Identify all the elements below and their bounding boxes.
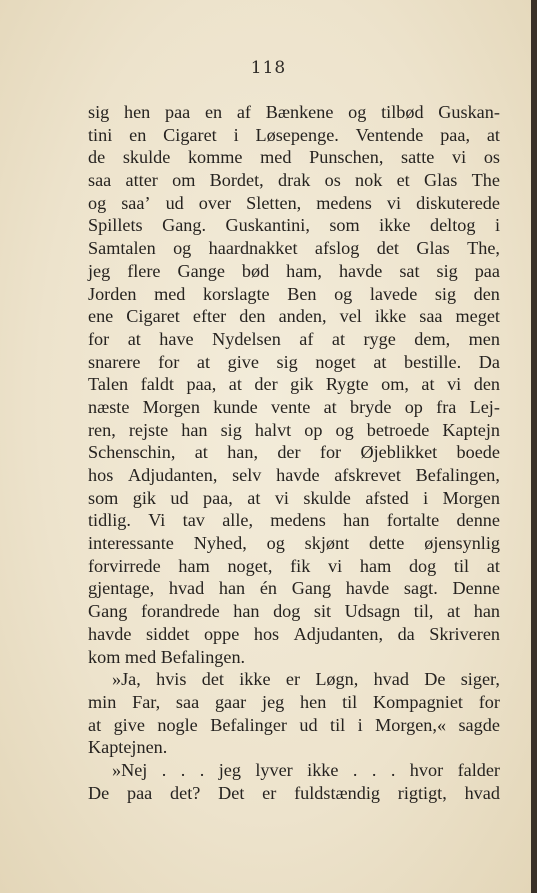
body-text — [88, 101, 500, 804]
text-line: de skulde komme med Punschen, satte vi os — [88, 147, 500, 168]
text-line: snarere for at give sig noget at bestille. Da — [88, 351, 500, 372]
text-line: Kaptejnen. — [88, 737, 168, 758]
text-line: ren, rejste han sig halvt op og betroede Kaptejn — [88, 419, 500, 440]
text-line: og saa’ ud over Sletten, medens vi diskuterede — [88, 192, 500, 213]
text-line: »Nej . . . jeg lyver ikke . . . hvor falder — [112, 759, 500, 780]
text-line: hos Adjudanten, selv havde afskrevet Befalingen, — [88, 465, 500, 485]
text-line: Samtalen og haardnakket afslog det Glas The, — [88, 238, 500, 259]
text-line: saa atter om Bordet, drak os nok et Glas The — [88, 170, 500, 191]
text-line: tini en Cigaret i Løsepenge. Ventende paa, at — [88, 124, 500, 145]
text-line: tidlig. Vi tav alle, medens han fortalte denne — [88, 510, 500, 531]
text-line: for at have Nydelsen af at ryge dem, men — [88, 328, 500, 349]
text-line: Schenschin, at han, der for Øjeblikket boede — [88, 442, 500, 463]
text-line: at give nogle Befalinger ud til i Morgen,« sagde — [88, 714, 500, 735]
text-line: interessante Nyhed, og skjønt dette øjensynlig — [88, 533, 500, 554]
text-line: sig hen paa en af Bænkene og tilbød Guskan- — [88, 102, 500, 122]
text-line: min Far, saa gaar jeg hen til Kompagniet for — [88, 691, 500, 712]
text-line: Jorden med korslagte Ben og lavede sig den — [88, 283, 500, 304]
text-line: Gang forandrede han dog sit Udsagn til, at han — [88, 601, 500, 622]
text-line: næste Morgen kunde vente at bryde op fra Lej- — [88, 396, 500, 417]
text-line: som gik ud paa, at vi skulde afsted i Morgen — [88, 487, 500, 508]
text-line: »Ja, hvis det ikke er Løgn, hvad De siger, — [112, 669, 500, 690]
text-line: jeg flere Gange bød ham, havde sat sig paa — [88, 260, 500, 281]
text-line: Spillets Gang. Guskantini, som ikke deltog i — [88, 215, 500, 236]
text-line: gjentage, hvad han én Gang havde sagt. Denne — [88, 578, 500, 599]
page-number: 118 — [250, 58, 287, 78]
text-line: kom med Befalingen. — [88, 646, 246, 667]
text-line: forvirrede ham noget, fik vi ham dog til at — [88, 555, 500, 576]
text-line: ene Cigaret efter den anden, vel ikke saa meget — [88, 306, 500, 327]
text-line: Talen faldt paa, at der gik Rygte om, at vi den — [88, 374, 500, 395]
text-line: De paa det? Det er fuldstændig rigtigt, hvad — [88, 782, 500, 803]
text-line: havde siddet oppe hos Adjudanten, da Skriveren — [88, 623, 500, 644]
